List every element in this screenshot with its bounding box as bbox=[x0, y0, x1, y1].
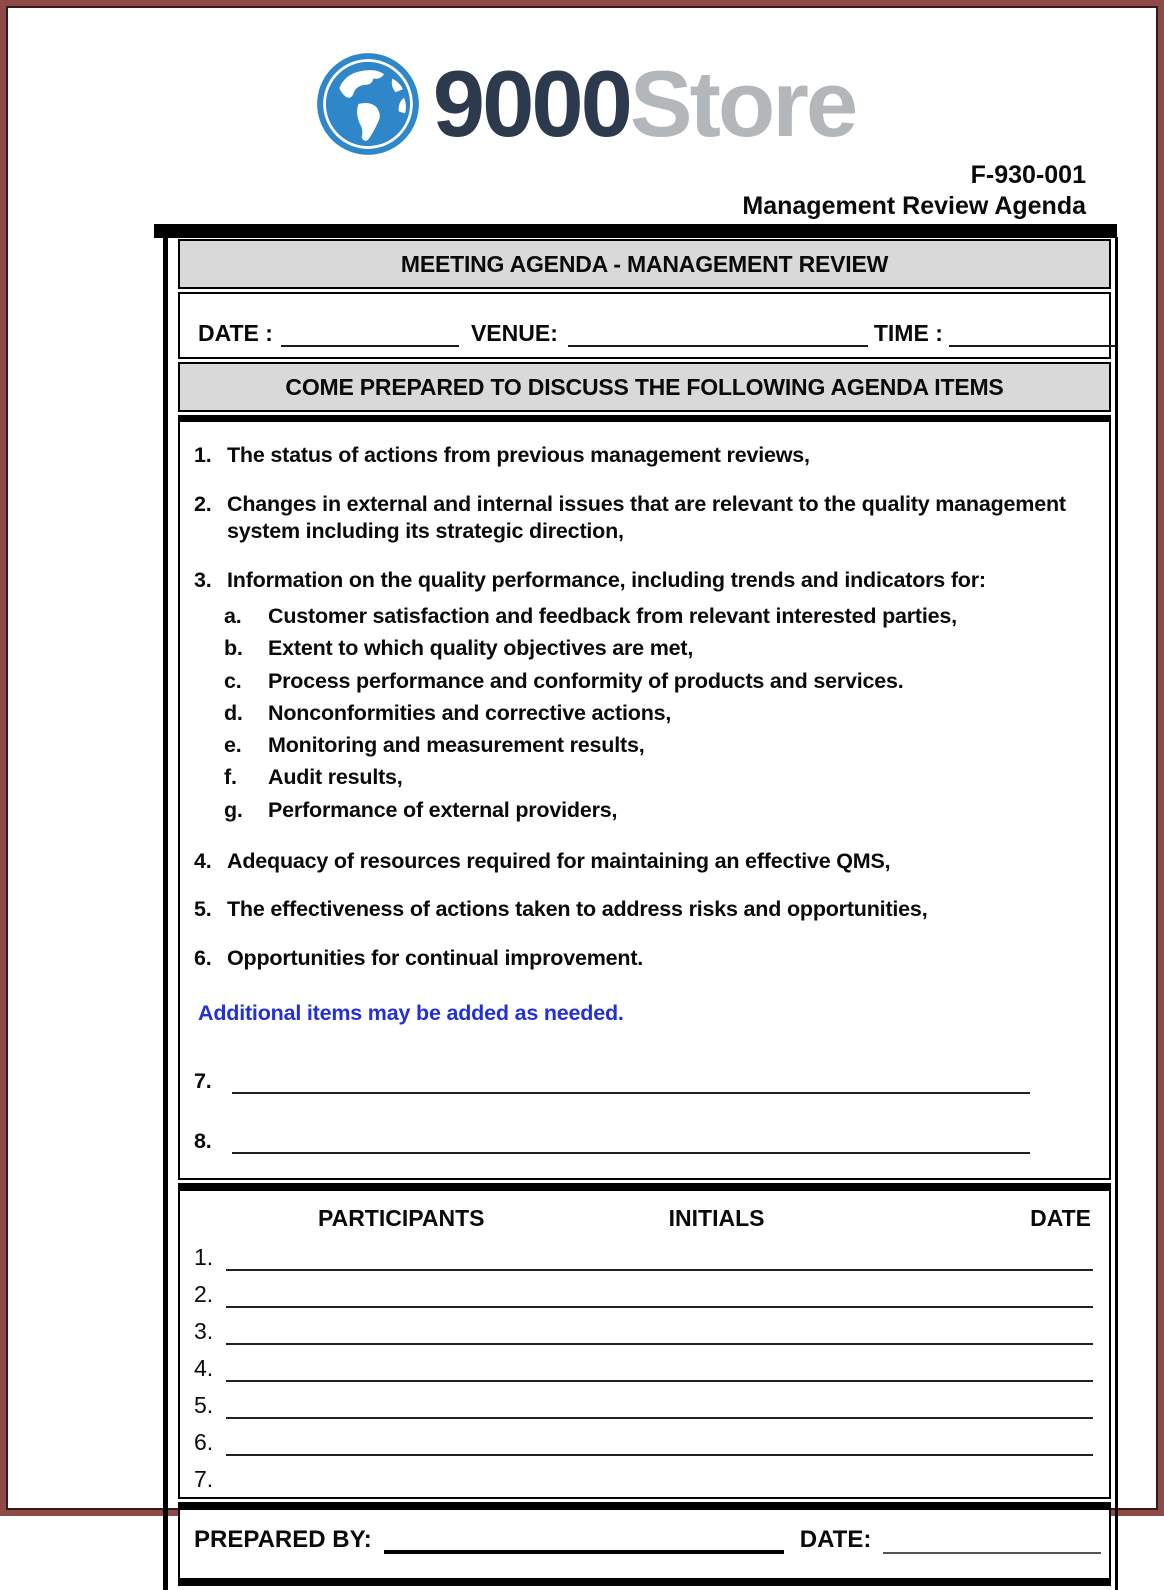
agenda-item-text: Opportunities for continual improvement. bbox=[227, 945, 644, 970]
subitem-text: Nonconformities and corrective actions, bbox=[268, 700, 672, 725]
subitem-text: Audit results, bbox=[268, 765, 403, 790]
agenda-item-4 bbox=[194, 848, 1089, 876]
agenda-subitem-c bbox=[224, 665, 1089, 697]
participant-row-4 bbox=[194, 1345, 1095, 1382]
subitem-letter: c. bbox=[224, 668, 242, 693]
subitem-letter: e. bbox=[224, 733, 242, 758]
agenda-subitem-b bbox=[224, 632, 1089, 664]
brand-9000-text: 9000 bbox=[432, 51, 630, 156]
table-top-bar bbox=[154, 224, 1117, 238]
brand-wordmark bbox=[432, 51, 856, 156]
agenda-subitem-g bbox=[224, 794, 1089, 826]
participant-row-5 bbox=[194, 1382, 1095, 1419]
date-column-header: DATE bbox=[1030, 1205, 1091, 1232]
subitem-text: Process performance and conformity of products and services. bbox=[268, 668, 904, 693]
participant-row-2 bbox=[194, 1271, 1095, 1308]
participant-row-number: 4. bbox=[194, 1355, 214, 1382]
initials-column-header: INITIALS bbox=[668, 1205, 765, 1232]
agenda-item-number: 6. bbox=[194, 945, 212, 970]
participants-header bbox=[194, 1199, 1095, 1234]
participant-blank-line bbox=[226, 1350, 1093, 1382]
participant-blank-line bbox=[226, 1239, 1093, 1271]
agenda-item-number: 4. bbox=[194, 848, 212, 873]
participant-row-number: 1. bbox=[194, 1244, 214, 1271]
time-label: TIME : bbox=[873, 320, 943, 346]
agenda-section bbox=[178, 415, 1111, 1180]
agenda-item-3-sublist bbox=[194, 600, 1089, 826]
subitem-text: Customer satisfaction and feedback from relevant interested parties, bbox=[268, 604, 957, 629]
participant-blank-line bbox=[226, 1313, 1093, 1345]
participant-row-1 bbox=[194, 1234, 1095, 1271]
date-label: DATE : bbox=[198, 320, 273, 346]
footer-date-label: DATE: bbox=[799, 1526, 872, 1554]
participant-row-6 bbox=[194, 1419, 1095, 1456]
participant-row-number: 6. bbox=[194, 1429, 214, 1456]
agenda-item-6 bbox=[194, 945, 1089, 973]
participant-blank-line bbox=[226, 1387, 1093, 1419]
prepare-band: COME PREPARED TO DISCUSS THE FOLLOWING AGENDA ITEMS bbox=[178, 362, 1111, 412]
agenda-item-1 bbox=[194, 442, 1089, 470]
agenda-subitem-d bbox=[224, 697, 1089, 729]
agenda-subitem-f bbox=[224, 761, 1089, 793]
subitem-letter: b. bbox=[224, 636, 243, 661]
agenda-item-number: 5. bbox=[194, 897, 212, 922]
table-right-frame-line bbox=[1115, 237, 1118, 1590]
participant-blank-line bbox=[226, 1463, 1093, 1493]
participants-column-header: PARTICIPANTS bbox=[317, 1205, 485, 1232]
agenda-subitem-e bbox=[224, 729, 1089, 761]
agenda-item-text: The status of actions from previous management reviews, bbox=[227, 443, 810, 467]
blank-line-8 bbox=[232, 1126, 1030, 1154]
table-left-frame-line bbox=[163, 237, 168, 1590]
agenda-item-5 bbox=[194, 896, 1089, 924]
agenda-item-text: Adequacy of resources required for maintaining an effective QMS, bbox=[227, 848, 891, 873]
brand-store-text: Store bbox=[629, 51, 856, 156]
date-venue-time-row bbox=[178, 292, 1111, 359]
footer-date-blank-line bbox=[883, 1524, 1101, 1554]
participant-row-3 bbox=[194, 1308, 1095, 1345]
agenda-item-text: Changes in external and internal issues that are relevant to the quality management system including its strategic direction, bbox=[227, 491, 1066, 544]
participant-blank-line bbox=[226, 1276, 1093, 1308]
form-table bbox=[178, 239, 1111, 1586]
brand-logo bbox=[12, 48, 1158, 160]
prepared-by-label: PREPARED BY: bbox=[194, 1526, 372, 1554]
subitem-letter: g. bbox=[224, 797, 243, 822]
agenda-item-number: 8. bbox=[194, 1129, 212, 1154]
participants-section bbox=[178, 1183, 1111, 1499]
participant-row-7 bbox=[194, 1456, 1095, 1493]
prepared-by-row bbox=[178, 1502, 1111, 1586]
agenda-item-number: 1. bbox=[194, 443, 212, 467]
agenda-blank-item-8 bbox=[194, 1094, 1089, 1154]
agenda-subitem-a bbox=[224, 600, 1089, 632]
subitem-letter: a. bbox=[224, 604, 242, 629]
agenda-item-number: 3. bbox=[194, 567, 212, 592]
participant-row-number: 3. bbox=[194, 1318, 214, 1345]
venue-blank-line bbox=[568, 321, 868, 347]
additional-items-note: Additional items may be added as needed. bbox=[198, 1001, 624, 1026]
agenda-item-text: Information on the quality performance, including trends and indicators for: bbox=[227, 567, 986, 592]
participant-blank-line bbox=[226, 1424, 1093, 1456]
agenda-item-number: 7. bbox=[194, 1069, 212, 1094]
prepared-by-blank-line bbox=[384, 1522, 784, 1554]
agenda-item-2 bbox=[194, 491, 1089, 546]
venue-label: VENUE: bbox=[470, 320, 558, 346]
agenda-item-text: The effectiveness of actions taken to address risks and opportunities, bbox=[227, 897, 928, 922]
subitem-letter: d. bbox=[224, 700, 243, 725]
participant-row-number: 2. bbox=[194, 1281, 214, 1308]
subitem-text: Performance of external providers, bbox=[268, 797, 618, 822]
time-blank-line bbox=[949, 321, 1115, 347]
subitem-letter: f. bbox=[224, 765, 237, 790]
globe-icon bbox=[315, 51, 421, 157]
participant-row-number: 5. bbox=[194, 1392, 214, 1419]
agenda-item-3 bbox=[194, 567, 1089, 595]
subitem-text: Extent to which quality objectives are met, bbox=[268, 636, 694, 661]
blank-line-7 bbox=[232, 1066, 1030, 1094]
participant-row-number: 7. bbox=[194, 1466, 214, 1493]
form-number: F-930-001 bbox=[970, 161, 1086, 189]
date-blank-line bbox=[281, 321, 459, 347]
meeting-title-band: MEETING AGENDA - MANAGEMENT REVIEW bbox=[178, 239, 1111, 289]
subitem-text: Monitoring and measurement results, bbox=[268, 733, 645, 758]
agenda-blank-item-7 bbox=[194, 1034, 1089, 1094]
agenda-item-number: 2. bbox=[194, 491, 212, 516]
document-title: Management Review Agenda bbox=[742, 191, 1086, 220]
